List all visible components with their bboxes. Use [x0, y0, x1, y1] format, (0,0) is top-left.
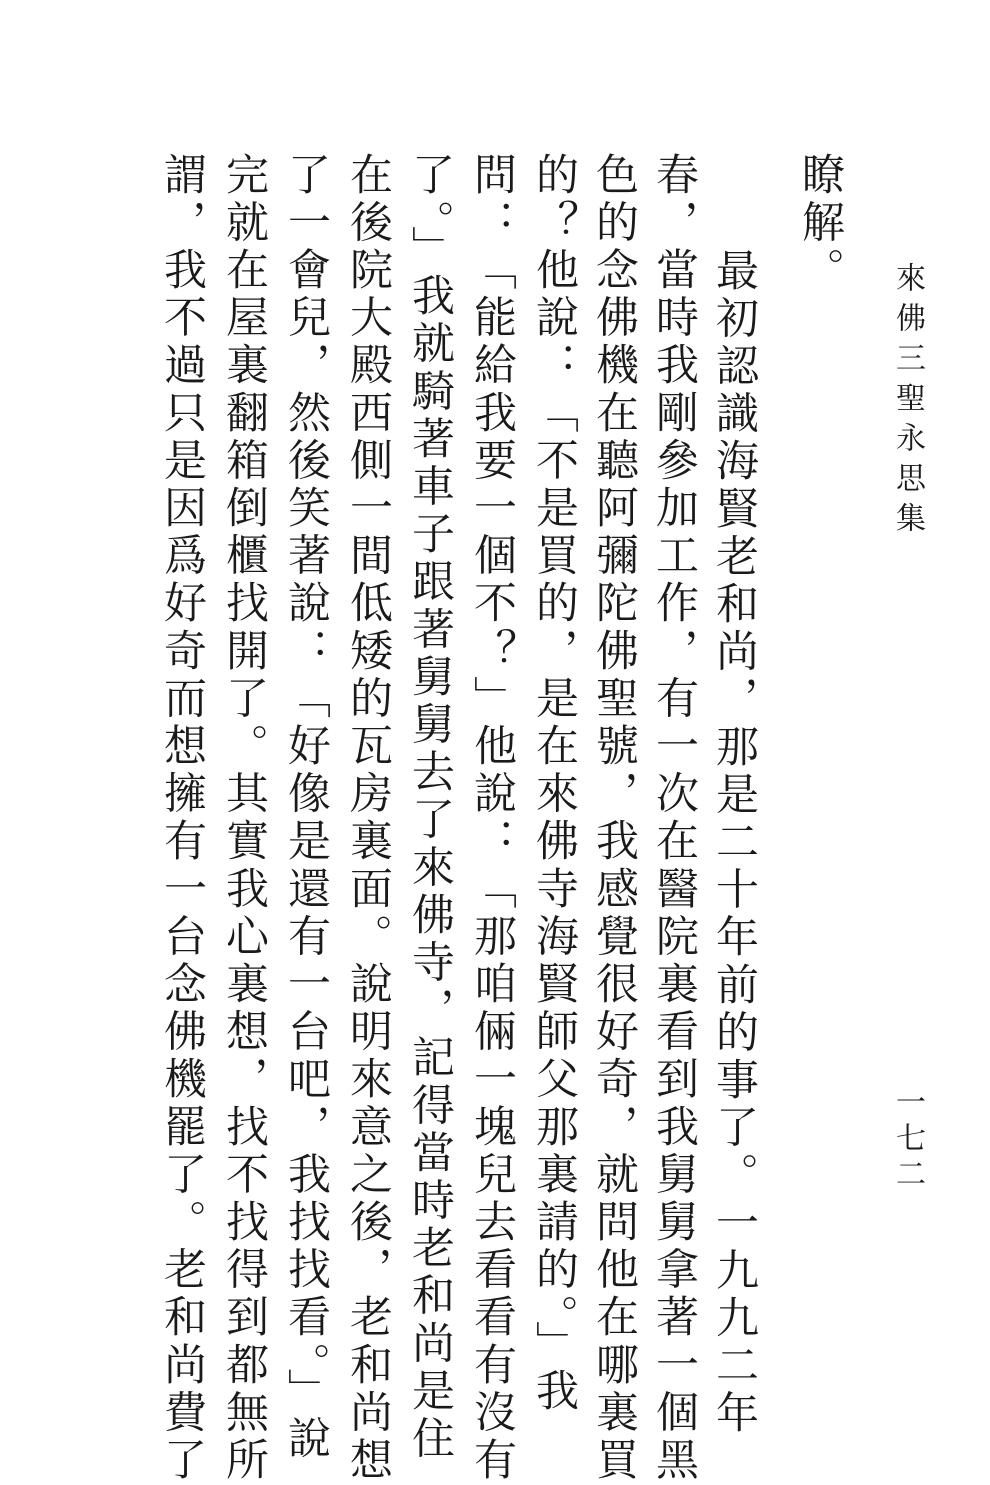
text-column-3: 春，當時我剛參加工作，有一次在醫院裏看到我舅舅拿著一個黑: [649, 152, 699, 1485]
text-column-10: 完就在屋裏翻箱倒櫃找開了。其實我心裏想，找不找得到都無所: [219, 152, 269, 1485]
text-column-2: 最初認識海賢老和尚，那是二十年前的事了。一九九二年: [709, 248, 759, 1438]
text-column-9: 了一會兒，然後笑著說：「好像是還有一台吧，我找找看。」說: [281, 152, 331, 1464]
text-column-6: 問：「能給我要一個不？」他說：「那咱倆一塊兒去看看有沒有: [467, 152, 517, 1485]
text-column-8: 在後院大殿西側一間低矮的瓦房裏面。說明來意之後，老和尚想: [343, 152, 393, 1485]
page-number: 一七二: [890, 1086, 925, 1194]
text-column-5: 的？他說：「不是買的，是在來佛寺海賢師父那裏請的。」我: [529, 152, 579, 1416]
text-column-7: 了。」我就騎著車子跟著舅舅去了來佛寺，記得當時老和尚是住: [405, 152, 455, 1464]
text-column-1: 瞭解。: [795, 152, 845, 295]
running-title: 來佛三聖永思集: [890, 262, 925, 542]
text-column-11: 謂，我不過只是因爲好奇而想擁有一台念佛機罷了。老和尚費了: [157, 152, 207, 1485]
text-column-4: 色的念佛機在聽阿彌陀佛聖號，我感覺很好奇，就問他在哪裏買: [589, 152, 639, 1485]
